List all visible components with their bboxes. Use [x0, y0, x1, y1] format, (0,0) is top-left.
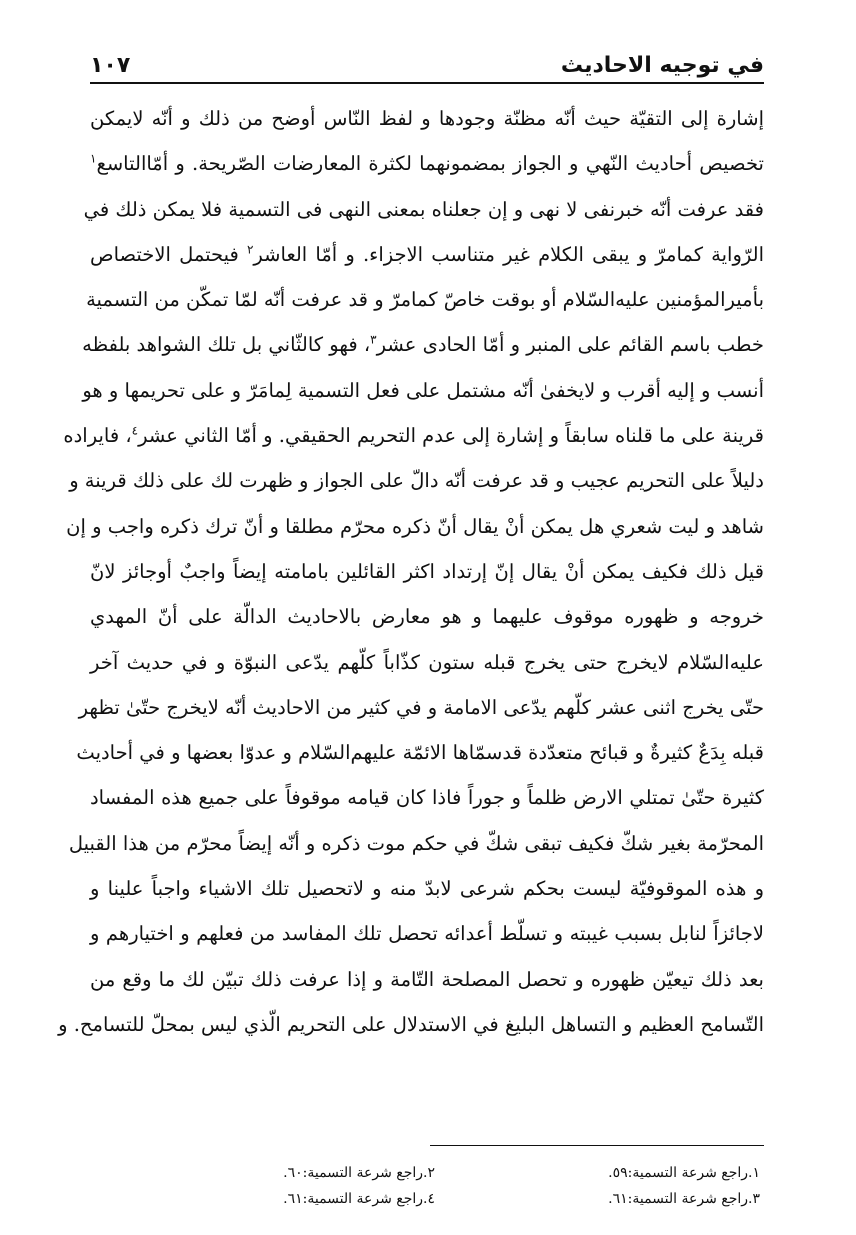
footnote: ١.راجع شرعة التسمية:٥٩. [608, 1165, 760, 1181]
text-line: التّسامح العظيم و التساهل البليغ في الاستدلال على التحريم الّذي ليس بمحلّ للتسامح. و [58, 1012, 764, 1036]
text-line: إشارة إلى التقيّة حيث أنّه مظنّة وجودها و لفظ النّاس أوضح من ذلك و أنّه لايمكن [90, 107, 764, 130]
footnote: ٣.راجع شرعة التسمية:٦١. [608, 1191, 760, 1207]
footnotes [150, 1160, 760, 1212]
text-line: قرينة على ما قلناه سابقاً و إشارة إلى عدم التحريم الحقيقي. و أمّا الثاني عشر$^٤$، فايراده [63, 423, 764, 448]
body-text [58, 96, 764, 1047]
text-line: فقد عرفت أنّه خبرنفى لا نهى و إن جعلناه بمعنى النهى فى التسمية فلا يمكن ذلك في [83, 197, 764, 221]
header-rule [90, 82, 764, 84]
text-line: تخصيص أحاديث النّهي و الجواز بمضمونهما لكثرة المعارضات الصّريحة. و أمّاالتاسع$^١$ [90, 151, 764, 176]
text-line: بأميرالمؤمنين عليه‌السّلام أو بوقت خاصّ كمامرّ و قد عرفت أنّه لمّا تمكّن من التسمية [86, 288, 764, 312]
text-line: أنسب و إليه أقرب و لايخفىٰ أنّه مشتمل على فعل التسمية لِمامَرّ و على تحريمها و هو [82, 378, 764, 402]
text-line: بعد ذلك تيعيّن ظهوره و تحصل المصلحة التّامة و إذا عرفت ذلك تبيّن لك ما وقع من [90, 967, 764, 991]
text-line: الرّواية كمامرّ و يبقى الكلام غير متناسب الاجزاء. و أمّا العاشر$^٢$ فيحتمل الاختصاص [90, 242, 764, 266]
running-title: في توجيه الاحاديث [560, 53, 764, 78]
footnote-marker: ١ [90, 151, 97, 166]
text-line: المحرّمة بغير شكّ فكيف تبقى شكّ في حكم موت ذكره و أنّه إيضاً محرّم من هذا القبيل [68, 831, 764, 855]
text-line: كثيرة حتّىٰ تمتلي الارض ظلماً و جوراً فاذا كان قيامه موقوفاً على جميع هذه المفساد [90, 786, 764, 810]
text-line: شاهد و ليت شعري هل يمكن أنْ يقال أنّ ذكره محرّم مطلقا و أنّ ترك ذكره واجب و إن [66, 514, 764, 538]
footnote-marker: ٤ [131, 423, 139, 438]
text-line: خروجه و ظهوره موقوف عليهما و هو معارض بالاحاديث الدالّة على أنّ المهدي [90, 605, 764, 629]
footnote-rule [430, 1145, 764, 1146]
text-line: دليلاً على التحريم عجيب و قد عرفت أنّه دالّ على الجواز و ظهرت لك على ذلك قرينة و [69, 469, 764, 493]
text-line: قيل ذلك فكيف يمكن أنْ يقال إنّ إرتداد اكثر القائلين بامامته إيضاً واجبٌ أوجائز لانّ [90, 559, 764, 583]
text-line: عليه‌السّلام لايخرج حتى يخرج قبله ستون كذّاباً كلّهم يدّعى النبوّة و في حديث آخر [90, 650, 764, 674]
text-line: و هذه الموقوفيّة ليست بحكم شرعى لابدّ منه و لاتحصيل تلك الاشياء واجباً علينا و [90, 877, 764, 901]
footnote: ٢.راجع شرعة التسمية:٦٠. [283, 1165, 435, 1181]
text-line: حتّى يخرج اثنى عشر كلّهم يدّعى الامامة و في كثير من الاحاديث أنّه لايخرج حتّىٰ تظهر [78, 695, 764, 719]
text-line: قبله بِدَعٌ كثيرةٌ و قبائح متعدّدة قدسمّاها الائمّة عليهم‌السّلام و عدوّا بعضها و في أحاديث [76, 741, 764, 765]
running-head [90, 42, 764, 78]
footnote-marker: ٣ [370, 332, 377, 347]
text-line: لاجائزاً لنابل بسبب غيبته و تسلّط أعدائه تحصل تلك المفاسد من فعلهم و اختيارهم و [90, 922, 764, 946]
page-number: ١٠٧ [90, 53, 131, 78]
footnote-marker: ٢ [246, 242, 254, 257]
footnote: ٤.راجع شرعة التسمية:٦١. [283, 1191, 435, 1207]
text-line: خطب باسم القائم على المنبر و أمّا الحادى عشر$^٣$، فهو كالثّاني بل تلك الشواهد بلفظه [82, 332, 764, 357]
